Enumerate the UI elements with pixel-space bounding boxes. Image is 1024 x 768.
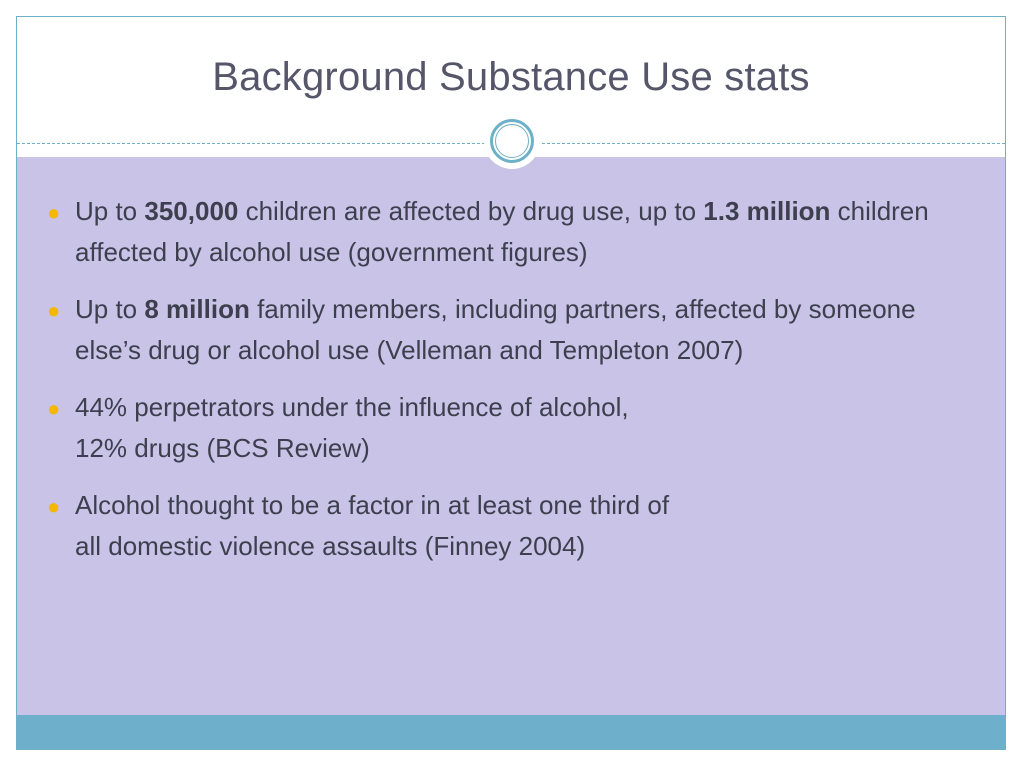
bullet-item[interactable]	[17, 387, 1005, 469]
bullet-marker-icon: ●	[47, 494, 61, 519]
circle-ornament-icon	[484, 113, 540, 169]
bullet-item[interactable]	[17, 289, 1005, 371]
bullet-line: all domestic violence assaults (Finney 2004)	[75, 531, 586, 561]
bullet-text: Up to 350,000 children are affected by drug use, up to 1.3 million children affected by alcohol use (government figures)	[75, 196, 929, 267]
slide	[16, 16, 1006, 750]
slide-title[interactable]: Background Substance Use stats	[212, 55, 810, 99]
bullet-list	[17, 191, 1005, 567]
bullet-item[interactable]	[17, 191, 1005, 273]
footer-band	[17, 715, 1005, 750]
bullet-line: Alcohol thought to be a factor in at least one third of	[75, 490, 670, 520]
bullet-text: Up to 8 million family members, including partners, affected by someone else’s drug or alcohol use (Velleman and Templeton 2007)	[75, 294, 916, 365]
bullet-line: 44% perpetrators under the influence of alcohol,	[75, 392, 629, 422]
bullet-marker-icon: ●	[47, 200, 61, 225]
bullet-item[interactable]	[17, 485, 1005, 567]
bullet-marker-icon: ●	[47, 298, 61, 323]
bullet-marker-icon: ●	[47, 396, 61, 421]
bullet-line: 12% drugs (BCS Review)	[75, 433, 370, 463]
